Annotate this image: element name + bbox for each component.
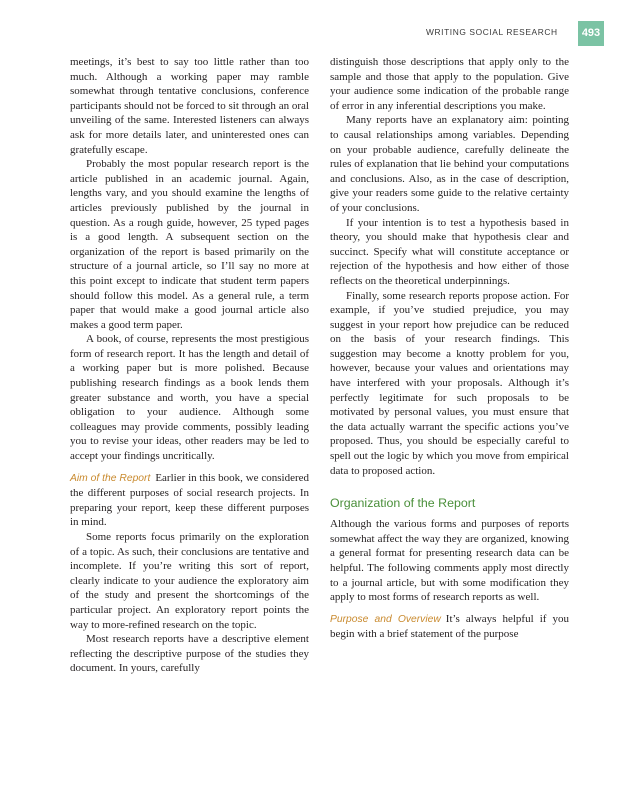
paragraph: meetings, it’s best to say too little rather than too much. Although a working paper may ramble somewhat through tentative conclusions, conference participants should not be forced to sit through an oral unveiling of the same. Interested listeners can always ask for more details later, and uninterested ones can gratefully escape. <box>70 56 309 156</box>
aim-paragraph <box>70 471 309 530</box>
right-column <box>330 55 569 642</box>
paragraph: If your intention is to test a hypothesis based in theory, you should make that hypothesis clear and succinct. Specify what will constitute acceptance or rejection of the hypothesis and how either of those reflects on the theoretical underpinnings. <box>330 216 569 287</box>
aim-paragraph-text: Earlier in this book, we considered the different purposes of social research projects. In preparing your report, keep these different purposes in mind. <box>70 471 309 529</box>
purpose-paragraph <box>330 612 569 642</box>
paragraph: A book, of course, represents the most prestigious form of research report. It has the length and detail of a working paper but is more polished. Because publishing research findings as a book lends them greater substance and worth, you have a special obligation to your audience. Although some colleagues may provide comments, possibly leading you to revise your ideas, other readers may be led to accept your findings uncritically. <box>70 333 309 463</box>
left-column <box>70 55 309 676</box>
section-heading: Organization of the Report <box>330 496 476 511</box>
paragraph: distinguish those descriptions that apply only to the sample and those that apply to the population. Give your audience some indication of the probable range of error in any inferential descriptions you make. <box>330 56 569 112</box>
paragraph: Finally, some research reports propose action. For example, if you’ve studied prejudice, you may suggest in your report how prejudice can be reduced on the basis of your research findings. This suggestion may become a knotty problem for you, however, because your values and orientations may have interfered with your proposals. Although it’s perfectly legitimate for such proposals to be motivated by personal values, you must ensure that the data actually warrant the specific actions you’ve proposed. Thus, you should be especially careful to spell out the logic by which you move from empirical data to proposed action. <box>330 289 569 477</box>
page-number: 493 <box>578 21 604 46</box>
paragraph: Many reports have an explanatory aim: pointing to causal relationships among variables. Depending on your probable audience, carefully delineate the rules of explanation that lie behind your computations and conclusions. Also, as in the case of description, give your readers some guide to the relative certainty of your conclusions. <box>330 114 569 214</box>
purpose-overview-heading: Purpose and Overview <box>330 613 441 625</box>
purpose-paragraph-text: It’s always helpful if you begin with a brief statement of the purpose <box>330 612 569 641</box>
aim-of-report-heading: Aim of the Report <box>70 472 151 484</box>
paragraph: Probably the most popular research report is the article published in an academic journal. Again, lengths vary, and you should examine the lengths of articles previously published by the journal in question. As a rough guide, however, 25 typed pages is a good length. A subsequent section on the organization of the report is based primarily on the structure of a journal article, so I’ll say no more at this point except to indicate that student term papers should follow this model. As a general rule, a term paper that would make a good journal article also makes a good term paper. <box>70 158 309 331</box>
paragraph: Some reports focus primarily on the exploration of a topic. As such, their conclusions are tentative and incomplete. If you’re writing this sort of report, clearly indicate to your audience the exploratory aim of the study and present the shortcomings of the particular project. An exploratory report points the way to more-refined research on the topic. <box>70 531 309 631</box>
paragraph: Most research reports have a descriptive element reflecting the descriptive purpose of the studies they document. In yours, carefully <box>70 633 309 675</box>
running-head: WRITING SOCIAL RESEARCH <box>426 27 558 37</box>
paragraph: Although the various forms and purposes of reports somewhat affect the way they are organized, knowing a general format for presenting research data can be helpful. The following comments apply most directly to a journal article, but with some modification they apply to most forms of research reports as well. <box>330 518 569 604</box>
